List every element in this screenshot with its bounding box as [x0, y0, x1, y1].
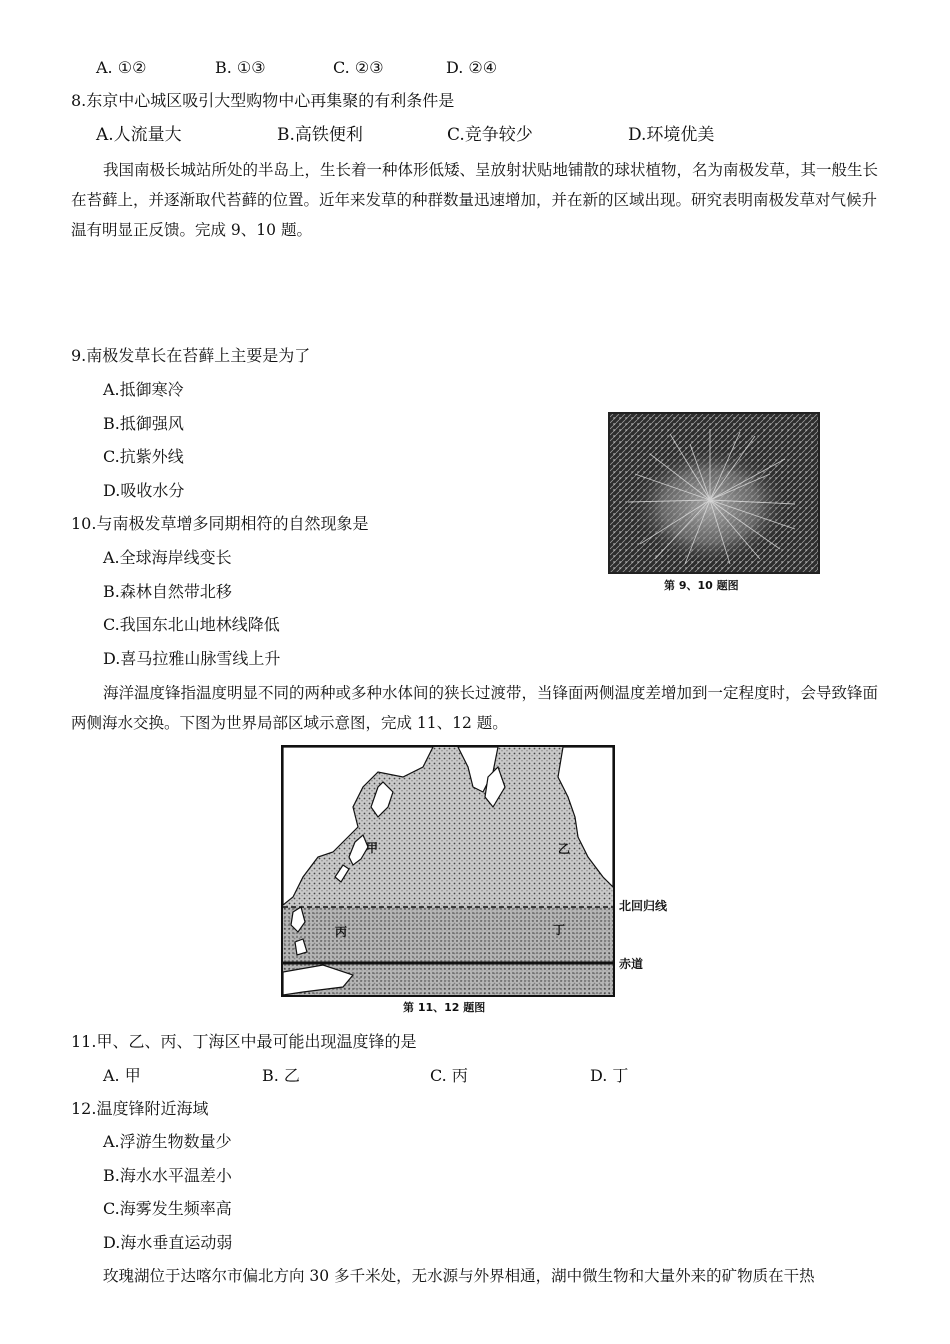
q8-option-a: A.人流量大 [96, 125, 182, 145]
q11-option-c: C. 丙 [430, 1066, 468, 1085]
q10-option-b: B.森林自然带北移 [103, 582, 232, 601]
q9-option-b: B.抵御强风 [103, 414, 184, 433]
q9-stem: 9.南极发草长在苔藓上主要是为了 [71, 346, 311, 365]
q12-stem: 12.温度锋附近海域 [71, 1099, 209, 1118]
q12-option-c: C.海雾发生频率高 [103, 1199, 232, 1218]
ocean-map [281, 745, 615, 997]
q11-stem: 11.甲、乙、丙、丁海区中最可能出现温度锋的是 [71, 1032, 417, 1051]
q9-option-c: C.抗紫外线 [103, 447, 184, 466]
q11-option-b: B. 乙 [262, 1066, 300, 1085]
tropic-label: 北回归线 [619, 899, 668, 913]
map-label-jia: 甲 [366, 841, 379, 855]
q12-option-b: B.海水水平温差小 [103, 1166, 232, 1185]
q10-stem: 10.与南极发草增多同期相符的自然现象是 [71, 514, 369, 533]
q9-option-a: A.抵御寒冷 [103, 380, 184, 399]
q11-option-d: D. 丁 [590, 1066, 629, 1085]
q8-option-b: B.高铁便利 [277, 125, 363, 145]
q7-option-a: A. ①② [96, 58, 147, 77]
passage-rose-lake: 玫瑰湖位于达喀尔市偏北方向 30 多千米处，无水源与外界相通，湖中微生物和大量外来的矿物质在干热 [103, 1267, 815, 1285]
q11-option-a: A. 甲 [103, 1066, 141, 1085]
equator-label: 赤道 [619, 957, 644, 971]
q8-option-c: C.竞争较少 [447, 125, 533, 145]
q7-option-d: D. ②④ [446, 58, 498, 77]
q8-option-d: D.环境优美 [628, 125, 715, 145]
map-label-bing: 丙 [335, 925, 348, 939]
passage-11-12: 海洋温度锋指温度明显不同的两种或多种水体间的狭长过渡带，当锋面两侧温度差增加到一定程度时，会导致锋面两侧海水交换。下图为世界局部区域示意图，完成 11、12 题。 [71, 684, 879, 732]
figure-11-12-caption: 第 11、12 题图 [403, 1001, 486, 1014]
hair-grass-photo [608, 412, 820, 574]
q12-option-a: A.浮游生物数量少 [103, 1132, 232, 1151]
q10-option-d: D.喜马拉雅山脉雪线上升 [103, 649, 281, 668]
q10-option-c: C.我国东北山地林线降低 [103, 615, 280, 634]
q12-option-d: D.海水垂直运动弱 [103, 1233, 233, 1252]
q7-option-b: B. ①③ [215, 58, 266, 77]
q9-option-d: D.吸收水分 [103, 481, 185, 500]
q10-option-a: A.全球海岸线变长 [103, 548, 232, 567]
map-label-yi: 乙 [558, 842, 571, 856]
passage-9-10: 我国南极长城站所处的半岛上，生长着一种体形低矮、呈放射状贴地铺散的球状植物，名为南极发草，其一般生长在苔藓上，并逐渐取代苔藓的位置。近年来发草的种群数量迅速增加，并在新的区域出现。研究表明南极发草对气候升温有明显正反馈。完成 9、10 题。 [71, 161, 879, 239]
map-label-ding: 丁 [553, 923, 566, 937]
q7-option-c: C. ②③ [333, 58, 384, 77]
q8-stem: 8.东京中心城区吸引大型购物中心再集聚的有利条件是 [71, 91, 455, 110]
figure-9-10-caption: 第 9、10 题图 [664, 579, 739, 592]
